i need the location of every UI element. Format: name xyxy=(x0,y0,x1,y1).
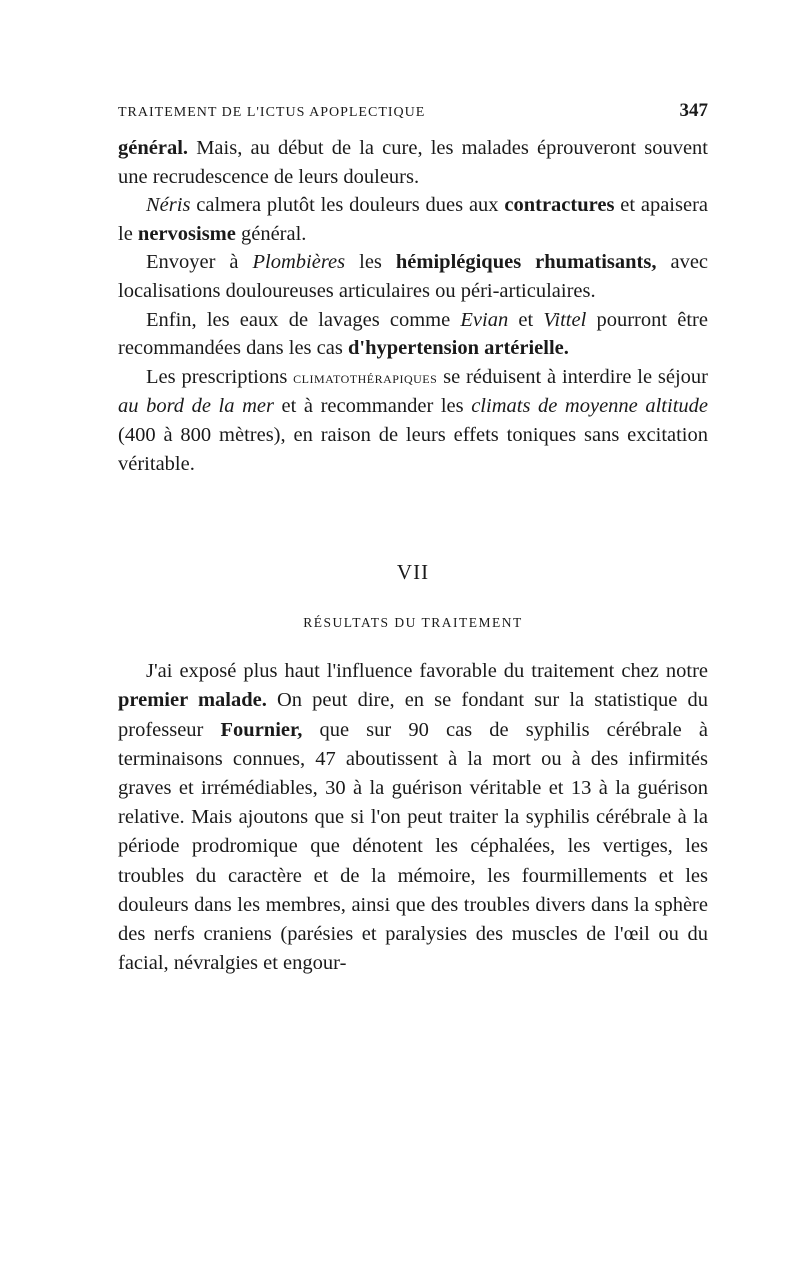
running-title: TRAITEMENT DE L'ICTUS APOPLECTIQUE xyxy=(118,105,426,120)
text-run: On peut dire, en se fondant sur la statistique du professeur xyxy=(118,689,708,741)
book-page xyxy=(118,100,708,978)
section-number: VII xyxy=(396,560,430,585)
italic-text: Néris xyxy=(146,194,191,217)
text-run: calmera plutôt les douleurs dues aux xyxy=(190,194,505,217)
small-caps-text: climatothérapiques xyxy=(293,367,438,387)
italic-text: Plombières xyxy=(252,251,346,274)
paragraph xyxy=(118,134,708,191)
paragraph xyxy=(118,191,708,248)
paragraph xyxy=(118,248,708,305)
page-number: 347 xyxy=(679,100,708,121)
italic-text: au bord de la mer xyxy=(118,395,274,418)
section-body xyxy=(118,657,708,978)
text-run: général. xyxy=(235,222,307,245)
bold-text: contractures xyxy=(504,194,615,217)
italic-text: climats de moyenne altitude xyxy=(471,395,708,418)
paragraph xyxy=(118,363,708,478)
italic-text: Vittel xyxy=(543,308,587,331)
text-run: et apaisera le xyxy=(118,194,708,245)
section-title: RÉSULTATS DU TRAITEMENT xyxy=(303,615,523,631)
text-run: Envoyer à xyxy=(146,251,253,274)
text-run: les xyxy=(345,251,396,274)
paragraph xyxy=(118,657,708,978)
bold-text: premier malade. xyxy=(118,689,267,712)
bold-text: hémiplégiques rhumatisants, xyxy=(395,251,657,274)
text-run: Les prescriptions xyxy=(146,365,294,388)
text-run: se réduisent à interdire le séjour xyxy=(437,365,708,388)
text-run: et xyxy=(508,308,544,331)
text-run: Enfin, les eaux de lavages comme xyxy=(146,308,461,331)
text-run: que sur 90 cas de syphilis cérébrale à terminaisons connues, 47 aboutissent à la mort ou à des infirmités graves et irrémédiables, 30 à la guérison véritable et 13 à la guérison relative. Mais ajoutons que si l'on peut traiter la syphilis cérébrale à la période prodromique que dénotent les céphalées, les vertiges, les troubles du caractère et de la mémoire, les fourmillements et les douleurs dans les membres, ainsi que des troubles divers dans la sphère des nerfs craniens (parésies et paralysies des muscles de l'œil ou du facial, névralgies et engour- xyxy=(118,718,708,975)
text-run: et à recommander les xyxy=(273,395,472,418)
text-run: (400 à 800 mètres), en raison de leurs effets toniques sans excitation véritable. xyxy=(118,423,708,475)
bold-text: d'hypertension artérielle. xyxy=(347,337,569,360)
paragraph xyxy=(118,306,708,363)
bold-text: général. xyxy=(118,137,189,159)
bold-text: Fournier, xyxy=(220,718,303,741)
text-run: pourront être recommandées dans les cas xyxy=(118,308,708,360)
text-run: Mais, au début de la cure, les malades éprouveront souvent une recrudescence de leurs douleurs. xyxy=(118,137,708,188)
text-run: J'ai exposé plus haut l'influence favorable du traitement chez notre xyxy=(146,660,708,683)
text-run: avec localisations douloureuses articulaires ou péri-articulaires. xyxy=(118,251,709,302)
bold-text: nervosisme xyxy=(137,222,236,245)
running-head xyxy=(118,100,708,122)
italic-text: Evian xyxy=(460,308,509,331)
